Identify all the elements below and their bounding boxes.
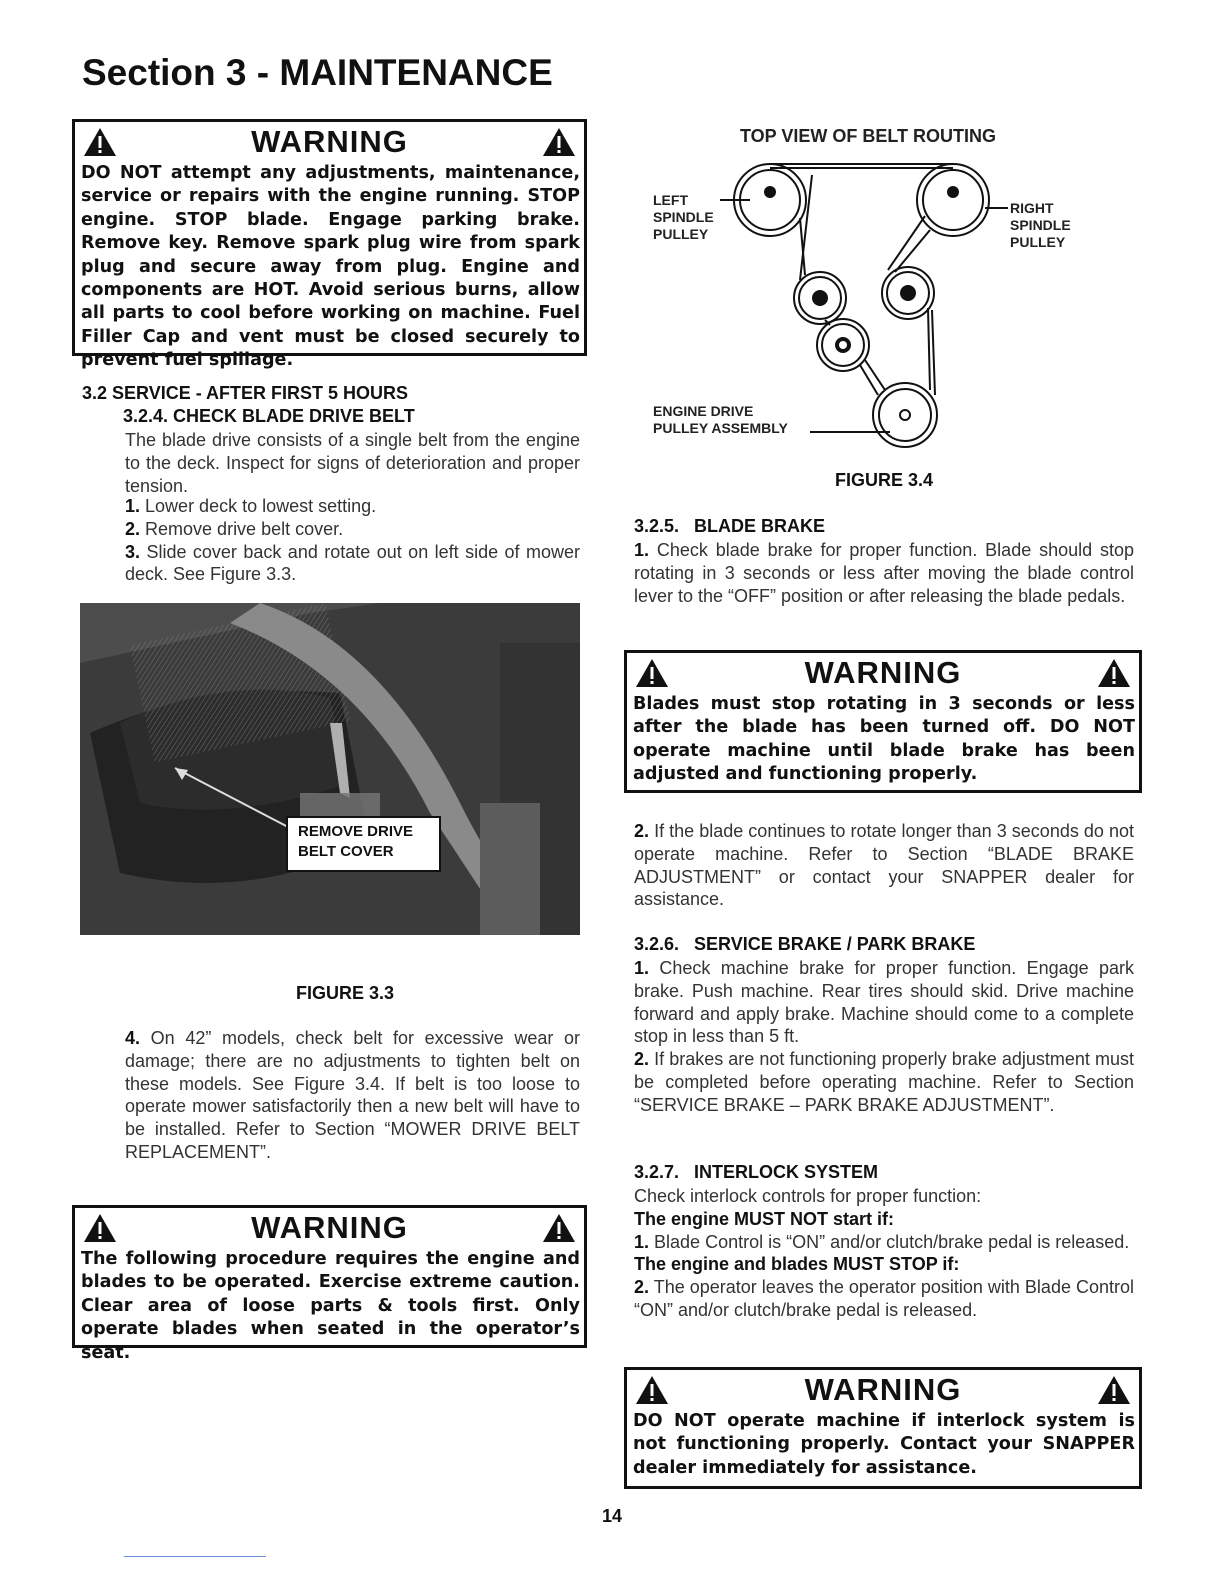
warning-triangle-icon bbox=[635, 1375, 669, 1405]
left-spindle-label bbox=[653, 192, 714, 243]
warning-triangle-icon bbox=[83, 127, 117, 157]
step-list bbox=[125, 495, 580, 586]
step-number: 4. bbox=[125, 1028, 141, 1048]
right-spindle-label bbox=[1010, 200, 1071, 251]
intro-text: The blade drive consists of a single belt from the engine to the deck. Inspect for signs of deterioration and proper tension. bbox=[125, 430, 580, 496]
warning-triangle-icon bbox=[635, 658, 669, 688]
warning-title: WARNING bbox=[251, 1210, 408, 1245]
label-line: ENGINE DRIVE bbox=[653, 403, 754, 419]
subsection-heading: 3.2.7. INTERLOCK SYSTEM bbox=[634, 1162, 879, 1182]
step-number: 2. bbox=[634, 1049, 650, 1069]
subsection-heading: 3.2.6. SERVICE BRAKE / PARK BRAKE bbox=[634, 934, 976, 954]
step-text: Check blade brake for proper function. Blade should stop rotating in 3 seconds or less after moving the blade control lever to the “OFF” position or after releasing the blade pedals. bbox=[634, 540, 1134, 606]
warning-triangle-icon bbox=[1097, 1375, 1131, 1405]
mower-deck-illustration bbox=[80, 603, 580, 935]
step-text: The operator leaves the operator position with Blade Control “ON” and/or clutch/brake pedal is released. bbox=[634, 1277, 1134, 1320]
label-line: RIGHT bbox=[1010, 200, 1054, 216]
page-number: 14 bbox=[601, 1506, 623, 1526]
list-item bbox=[634, 1231, 1134, 1254]
paragraph-intro bbox=[634, 1185, 1134, 1322]
warning-title: WARNING bbox=[804, 655, 962, 690]
warning-text: DO NOT operate machine if interlock system is not functioning properly. Contact your SNAPPER dealer immediately for assistance. bbox=[633, 1411, 1135, 1478]
warning-title: WARNING bbox=[251, 124, 408, 159]
warning-header bbox=[627, 653, 1139, 693]
label-line: SPINDLE bbox=[653, 209, 714, 225]
step-number: 1. bbox=[634, 958, 650, 978]
list-item bbox=[125, 541, 580, 587]
callout-line: BELT COVER bbox=[298, 843, 394, 860]
list-item bbox=[125, 495, 580, 518]
step-text: Check machine brake for proper function. Engage park brake. Push machine. Rear tires should skid. Drive machine forward and apply brake. Machine should come to a complete stop in less than 5 ft. bbox=[634, 958, 1134, 1047]
diagram-title: TOP VIEW OF BELT ROUTING bbox=[740, 126, 997, 146]
warning-triangle-icon bbox=[542, 127, 576, 157]
warning-header bbox=[627, 1370, 1139, 1410]
step-number: 2. bbox=[634, 1277, 650, 1298]
label-line: PULLEY bbox=[653, 226, 709, 242]
intro-text: Check interlock controls for proper function: bbox=[634, 1186, 982, 1206]
warning-text: Blades must stop rotating in 3 seconds or less after the blade has been turned off. DO NOT operate machine until blade brake has been adjusted and functioning properly. bbox=[633, 694, 1135, 785]
warning-box-engine bbox=[72, 119, 587, 371]
warning-text: The following procedure requires the engine and blades to be operated. Exercise extreme caution. Clear area of loose parts & tools first. Only operate blades when seated in the operator’s seat. bbox=[81, 1249, 580, 1363]
figure-callout bbox=[286, 816, 441, 872]
warning-text: DO NOT attempt any adjustments, maintenance, service or repairs with the engine running. STOP engine. STOP blade. Engage parking brake. Remove key. Remove spark plug wire from spark plug and secure away from plug. Engine and components are HOT. Avoid serious burns, allow all parts to cool before working on machine. Fuel Filler Cap and vent must be closed securely to prevent fuel spillage. bbox=[81, 163, 580, 371]
warning-box-interlock bbox=[624, 1367, 1142, 1489]
step-text: Blade Control is “ON” and/or clutch/brake pedal is released. bbox=[654, 1231, 1130, 1252]
figure-3-4-belt-diagram bbox=[650, 120, 1090, 460]
paragraph-step bbox=[634, 820, 1134, 911]
section-heading: 3.2 SERVICE - AFTER FIRST 5 HOURS bbox=[82, 383, 409, 403]
label-line: PULLEY ASSEMBLY bbox=[653, 420, 788, 436]
list-item bbox=[125, 518, 580, 541]
subsection-heading: 3.2.4. CHECK BLADE DRIVE BELT bbox=[123, 406, 415, 426]
step-text: If the blade continues to rotate longer than 3 seconds do not operate machine. Refer to Section “BLADE BRAKE ADJUSTMENT” or contact your SNAPPER dealer for assistance. bbox=[634, 821, 1134, 910]
step-text: Lower deck to lowest setting. bbox=[145, 496, 377, 516]
paragraph-intro bbox=[125, 429, 580, 497]
list-item bbox=[634, 1276, 1134, 1322]
subsection-heading: 3.2.5. BLADE BRAKE bbox=[634, 516, 826, 536]
step-number: 1. bbox=[125, 496, 141, 516]
paragraph-step-4 bbox=[125, 1027, 580, 1164]
step-text: On 42” models, check belt for excessive wear or damage; there are no adjustments to tighten belt on these models. See Figure 3.4. If belt is too loose to operate mower satisfactorily then a new belt will have to be installed. Refer to Section “MOWER DRIVE BELT REPLACEMENT”. bbox=[125, 1028, 580, 1162]
warning-triangle-icon bbox=[83, 1213, 117, 1243]
label-line: SPINDLE bbox=[1010, 217, 1071, 233]
footer-divider bbox=[124, 1556, 266, 1557]
step-number: 1. bbox=[634, 1231, 650, 1252]
step-number: 1. bbox=[634, 540, 650, 560]
label-line: PULLEY bbox=[1010, 234, 1066, 250]
step-number: 2. bbox=[634, 821, 650, 841]
callout-line: REMOVE DRIVE bbox=[298, 823, 414, 840]
step-number: 2. bbox=[125, 518, 141, 539]
figure-caption: FIGURE 3.3 bbox=[295, 983, 395, 1003]
paragraph-step bbox=[634, 539, 1134, 607]
warning-triangle-icon bbox=[542, 1213, 576, 1243]
warning-box-procedure bbox=[72, 1205, 587, 1363]
warning-header bbox=[75, 1208, 584, 1248]
step-text: Slide cover back and rotate out on left side of mower deck. See Figure 3.3. bbox=[125, 541, 580, 585]
step-text: Remove drive belt cover. bbox=[145, 518, 344, 539]
warning-box-blade-brake bbox=[624, 650, 1142, 793]
paragraph-step bbox=[634, 957, 1134, 1048]
warning-header bbox=[75, 122, 584, 162]
figure-caption: FIGURE 3.4 bbox=[834, 470, 934, 490]
warning-title: WARNING bbox=[804, 1372, 962, 1407]
page-title: Section 3 - MAINTENANCE bbox=[82, 52, 553, 93]
label-line: LEFT bbox=[653, 192, 688, 208]
engine-pulley-label bbox=[653, 403, 788, 437]
step-number: 3. bbox=[125, 541, 141, 562]
paragraph-step bbox=[634, 1048, 1134, 1116]
step-text: If brakes are not functioning properly brake adjustment must be completed before operating machine. Refer to Section “SERVICE BRAKE – PARK BRAKE ADJUSTMENT”. bbox=[634, 1049, 1134, 1115]
condition-heading: The engine and blades MUST STOP if: bbox=[634, 1254, 960, 1275]
warning-triangle-icon bbox=[1097, 658, 1131, 688]
condition-heading: The engine MUST NOT start if: bbox=[634, 1208, 895, 1229]
figure-3-3-photo bbox=[80, 603, 580, 935]
